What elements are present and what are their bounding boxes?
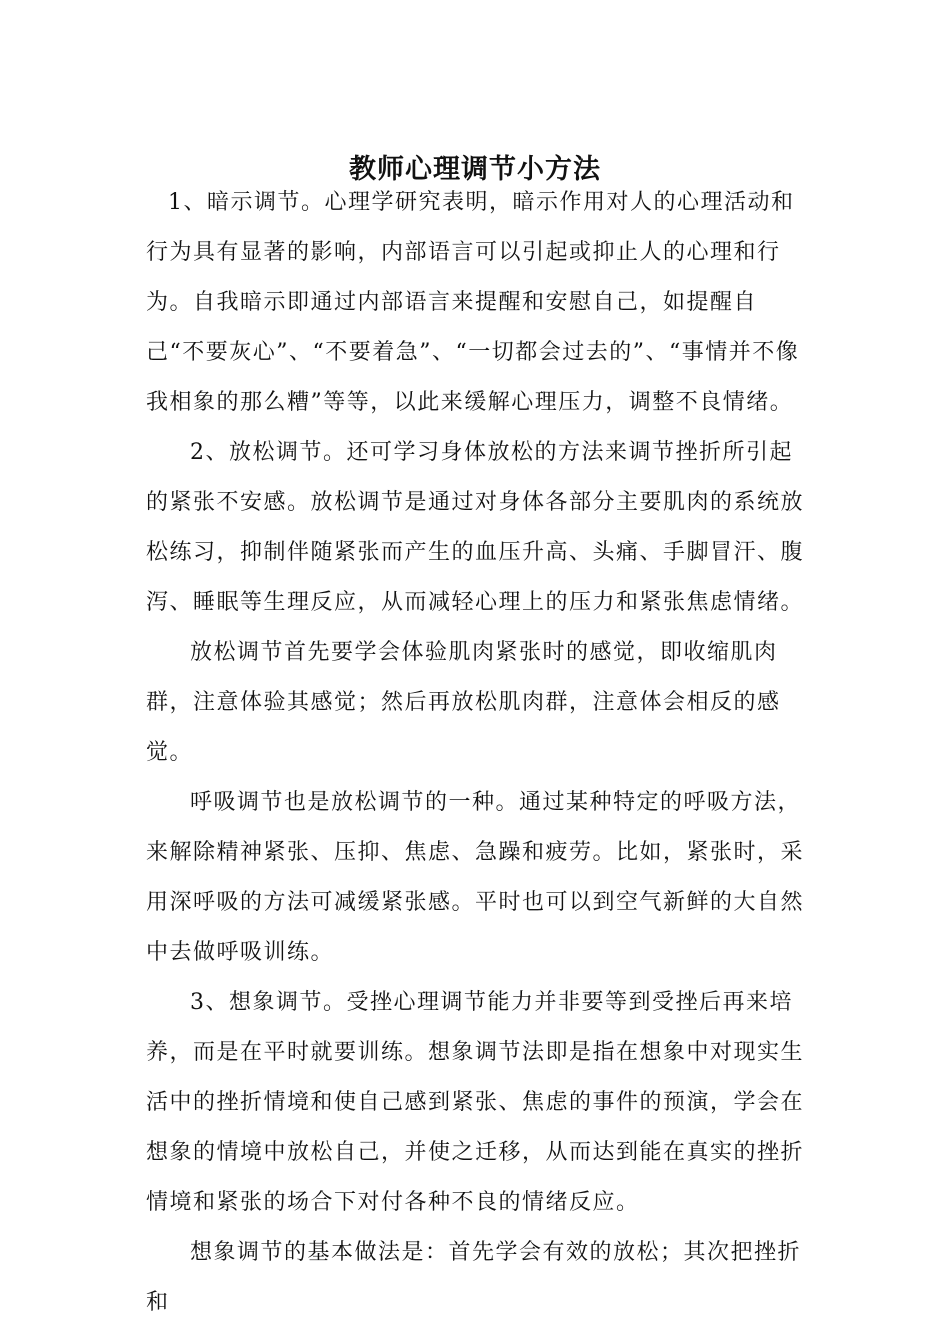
document-title: 教师心理调节小方法: [349, 154, 601, 186]
paragraph-suggestion-adjustment: 1、暗示调节。心理学研究表明，暗示作用对人的心理活动和行为具有显著的影响，内部语言可以引起或抑止人的心理和行为。自我暗示即通过内部语言来提醒和安慰自己，如提醒自己“不要灰心”、“不要着急”、“一切都会过去的”、“事情并不像我相象的那么糟”等等，以此来缓解心理压力，调整不良情绪。: [146, 190, 800, 415]
paragraph-imagination-adjustment: 3、想象调节。受挫心理调节能力并非要等到受挫后再来培养，而是在平时就要训练。想象调节法即是指在想象中对现实生活中的挫折情境和使自己感到紧张、焦虑的事件的预演，学会在想象的情境中放松自己，并使之迁移，从而达到能在真实的挫折情境和紧张的场合下对付各种不良的情绪反应。: [146, 990, 805, 1215]
paragraph-relaxation-method: 放松调节首先要学会体验肌肉紧张时的感觉，即收缩肌肉群，注意体验其感觉；然后再放松肌肉群，注意体会相反的感觉。: [146, 640, 781, 765]
document-body: [146, 178, 808, 1328]
paragraph-imagination-method: 想象调节的基本做法是：首先学会有效的放松；其次把挫折和: [146, 1240, 802, 1315]
paragraph-relaxation-adjustment: 2、放松调节。还可学习身体放松的方法来调节挫折所引起的紧张不安感。放松调节是通过对身体各部分主要肌肉的系统放松练习，抑制伴随紧张而产生的血压升高、头痛、手脚冒汗、腹泻、睡眠等生理反应，从而减轻心理上的压力和紧张焦虑情绪。: [146, 440, 805, 615]
paragraph-breathing-adjustment: 呼吸调节也是放松调节的一种。通过某种特定的呼吸方法，来解除精神紧张、压抑、焦虑、急躁和疲劳。比如，紧张时，采用深呼吸的方法可减缓紧张感。平时也可以到空气新鲜的大自然中去做呼吸训练。: [146, 790, 805, 965]
